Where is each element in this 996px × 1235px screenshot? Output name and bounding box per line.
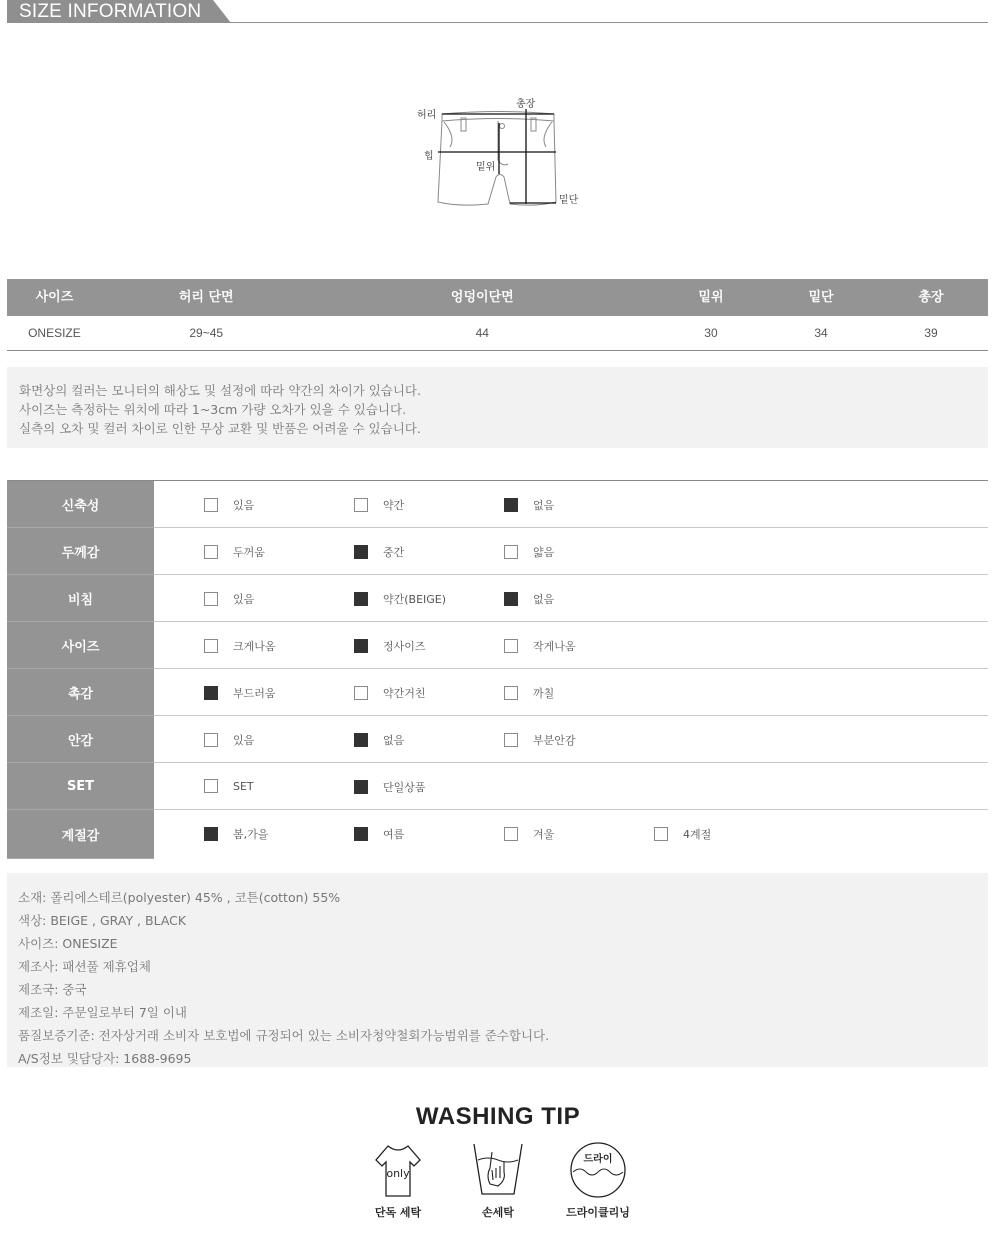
checked-box-icon	[504, 592, 518, 606]
dry-clean-icon	[568, 1140, 628, 1200]
hip-cell: 44	[475, 326, 489, 340]
property-row	[7, 763, 988, 810]
option-label: 없음	[533, 593, 555, 606]
size-cell: ONESIZE	[28, 326, 81, 340]
unchecked-box-icon	[504, 733, 518, 747]
property-options	[154, 669, 988, 715]
property-option	[354, 779, 426, 795]
property-options	[154, 622, 988, 668]
waist-label: 허리	[417, 110, 437, 121]
unchecked-box-icon	[354, 498, 368, 512]
unchecked-box-icon	[204, 498, 218, 512]
hip-label: 힙	[424, 151, 434, 162]
option-label: 4계절	[683, 828, 712, 841]
option-label: 단일상품	[383, 781, 426, 794]
property-options	[154, 810, 988, 858]
property-option	[654, 826, 711, 842]
option-label: 까칠	[533, 687, 555, 700]
property-row	[7, 716, 988, 763]
property-option	[504, 497, 554, 513]
wash-item-dry	[563, 1140, 633, 1220]
total-length-label: 총장	[516, 99, 536, 110]
option-label: SET	[233, 779, 254, 793]
hem-cell: 34	[814, 326, 828, 340]
info-country: 제조국: 중국	[18, 982, 87, 997]
info-as-contact: A/S정보 및담당자: 1688-9695	[18, 1051, 192, 1066]
option-label: 없음	[383, 734, 405, 747]
property-option	[204, 779, 254, 793]
unchecked-box-icon	[204, 545, 218, 559]
shirt-icon-text: only	[386, 1167, 410, 1180]
unchecked-box-icon	[354, 686, 368, 700]
checked-box-icon	[204, 827, 218, 841]
property-option	[204, 591, 254, 607]
size-table	[7, 279, 988, 351]
property-label: 촉감	[7, 669, 154, 716]
section-title: SIZE INFORMATION	[19, 1, 202, 22]
product-info	[7, 873, 988, 1067]
property-option	[354, 497, 404, 513]
property-label: SET	[7, 763, 154, 810]
notice-line: 실측의 오차 및 컬러 차이로 인한 무상 교환 및 반품은 어려울 수 있습니다.	[19, 421, 421, 436]
unchecked-box-icon	[204, 592, 218, 606]
option-label: 부드러움	[233, 687, 276, 700]
shirt-only-icon	[368, 1140, 428, 1200]
option-label: 크게나옴	[233, 640, 276, 653]
unchecked-box-icon	[654, 827, 668, 841]
wash-item-hand	[463, 1140, 533, 1220]
option-label: 정사이즈	[383, 640, 426, 653]
unchecked-box-icon	[504, 686, 518, 700]
dry-icon-text: 드라이	[583, 1154, 613, 1165]
property-option	[504, 732, 576, 748]
property-option	[354, 638, 426, 654]
property-label: 안감	[7, 716, 154, 763]
option-label: 봄,가을	[233, 828, 269, 841]
property-label: 비침	[7, 575, 154, 622]
checked-box-icon	[354, 592, 368, 606]
info-manufacturer: 제조사: 패션풀 제휴업체	[18, 959, 151, 974]
length-cell: 39	[924, 326, 938, 340]
property-option	[204, 685, 276, 701]
checked-box-icon	[354, 780, 368, 794]
property-row	[7, 575, 988, 622]
option-label: 있음	[233, 499, 255, 512]
option-label: 두꺼움	[233, 546, 265, 559]
property-label: 계절감	[7, 810, 154, 859]
property-option	[204, 826, 268, 842]
rise-col-header: 밑위	[698, 290, 724, 305]
option-label: 겨울	[533, 828, 555, 841]
header-divider	[7, 22, 988, 23]
property-option	[204, 638, 276, 654]
info-material: 소재: 폴리에스테르(polyester) 45% , 코튼(cotton) 55%	[18, 890, 341, 905]
unchecked-box-icon	[504, 639, 518, 653]
property-options	[154, 528, 988, 574]
option-label: 약간거친	[383, 687, 426, 700]
notice-line: 화면상의 컬러는 모니터의 해상도 및 설정에 따라 약간의 차이가 있습니다.	[19, 383, 421, 398]
option-label: 없음	[533, 499, 555, 512]
option-label: 작게나옴	[533, 640, 576, 653]
section-header	[7, 0, 988, 24]
unchecked-box-icon	[204, 639, 218, 653]
checked-box-icon	[354, 827, 368, 841]
option-label: 여름	[383, 828, 405, 841]
waist-cell: 29~45	[189, 326, 224, 340]
rise-cell: 30	[704, 326, 718, 340]
option-label: 중간	[383, 546, 405, 559]
property-option	[354, 732, 404, 748]
hand-wash-icon	[468, 1140, 528, 1200]
checked-box-icon	[204, 686, 218, 700]
checked-box-icon	[504, 498, 518, 512]
hem-col-header: 밑단	[808, 290, 834, 305]
property-option	[504, 544, 554, 560]
property-option	[354, 685, 426, 701]
property-label: 두께감	[7, 528, 154, 575]
hem-label: 밑단	[559, 195, 579, 206]
size-notice	[7, 367, 988, 448]
property-row	[7, 622, 988, 669]
property-option	[354, 544, 404, 560]
property-option	[504, 638, 576, 654]
rise-label: 밑위	[476, 162, 496, 173]
info-size: 사이즈: ONESIZE	[18, 936, 118, 951]
option-label: 부분안감	[533, 734, 576, 747]
info-date: 제조일: 주문일로부터 7일 이내	[18, 1005, 187, 1020]
option-label: 있음	[233, 593, 255, 606]
option-label: 약간(BEIGE)	[383, 593, 447, 606]
unchecked-box-icon	[204, 779, 218, 793]
property-options	[154, 575, 988, 621]
property-option	[354, 591, 446, 607]
checked-box-icon	[354, 733, 368, 747]
property-options	[154, 763, 988, 809]
notice-line: 사이즈는 측정하는 위치에 따라 1~3cm 가량 오차가 있을 수 있습니다.	[19, 402, 407, 417]
info-warranty: 품질보증기준: 전자상거래 소비자 보호법에 규정되어 있는 소비자청약철회가능범위를 준수합니다.	[18, 1028, 550, 1043]
property-option	[504, 685, 554, 701]
property-row	[7, 481, 988, 528]
wash-label: 단독 세탁	[374, 1206, 422, 1219]
option-label: 있음	[233, 734, 255, 747]
option-label: 약간	[383, 499, 405, 512]
property-option	[204, 544, 265, 560]
checked-box-icon	[354, 545, 368, 559]
property-option	[354, 826, 404, 842]
property-row	[7, 669, 988, 716]
unchecked-box-icon	[204, 733, 218, 747]
info-color: 색상: BEIGE , GRAY , BLACK	[18, 913, 187, 928]
property-option	[204, 497, 254, 513]
waist-col-header: 허리 단면	[178, 290, 234, 305]
washing-tip-title: WASHING TIP	[415, 1103, 581, 1130]
wash-item-single	[363, 1140, 433, 1220]
property-options	[154, 716, 988, 762]
unchecked-box-icon	[504, 545, 518, 559]
property-row	[7, 810, 988, 858]
property-options	[154, 481, 988, 527]
hip-col-header: 엉덩이단면	[450, 290, 514, 305]
unchecked-box-icon	[504, 827, 518, 841]
wash-label: 손세탁	[482, 1206, 514, 1219]
property-option	[504, 591, 554, 607]
property-label: 사이즈	[7, 622, 154, 669]
size-col-header: 사이즈	[35, 290, 74, 305]
table-row	[7, 316, 988, 351]
property-option	[504, 826, 554, 842]
length-col-header: 총장	[918, 290, 944, 305]
option-label: 얇음	[533, 546, 555, 559]
properties-table	[7, 480, 988, 858]
property-option	[204, 732, 254, 748]
property-row	[7, 528, 988, 575]
size-table-header	[7, 279, 988, 316]
property-label: 신축성	[7, 481, 154, 528]
shorts-diagram	[410, 92, 590, 217]
wash-label: 드라이클리닝	[566, 1206, 630, 1219]
checked-box-icon	[354, 639, 368, 653]
